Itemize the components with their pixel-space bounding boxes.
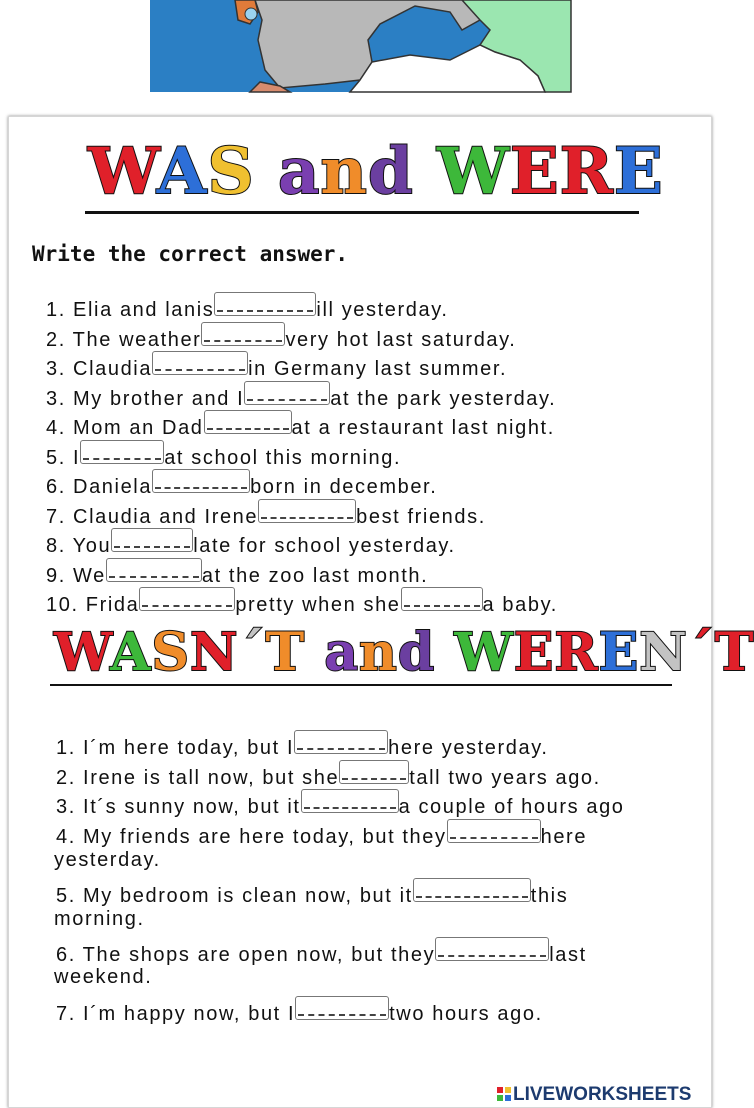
- answer-input[interactable]: [139, 587, 235, 611]
- answer-input[interactable]: [435, 937, 549, 961]
- answer-input[interactable]: [204, 410, 292, 434]
- question-text: 10. Frida: [46, 594, 140, 616]
- answer-input[interactable]: [152, 469, 250, 493]
- answer-input[interactable]: [111, 528, 193, 552]
- answer-input[interactable]: [258, 499, 356, 523]
- answer-input[interactable]: [244, 381, 330, 405]
- question-text: 1. I´m here today, but I: [56, 737, 295, 759]
- answer-input[interactable]: [152, 351, 248, 375]
- question-text-continued: morning.: [54, 908, 145, 930]
- question-text: a couple of hours ago: [398, 796, 625, 818]
- question-text: tall two years ago.: [409, 767, 601, 789]
- liveworksheets-logo-icon: [497, 1085, 511, 1099]
- question-text: best friends.: [356, 506, 486, 528]
- question-text: 6. The shops are open now, but they: [56, 944, 436, 966]
- question-row: [46, 381, 556, 411]
- question-text: here: [540, 826, 588, 848]
- answer-input[interactable]: [447, 819, 541, 843]
- question-text: at the zoo last month.: [201, 565, 429, 587]
- question-text: at school this morning.: [164, 447, 402, 469]
- answer-input[interactable]: [106, 558, 202, 582]
- question-row: [56, 730, 549, 760]
- answer-input[interactable]: [80, 440, 164, 464]
- question-row: [46, 587, 558, 617]
- answer-input[interactable]: [295, 996, 389, 1020]
- question-text: 8. You: [46, 535, 112, 557]
- answer-input[interactable]: [301, 789, 399, 813]
- question-text: at the park yesterday.: [330, 388, 557, 410]
- answer-input[interactable]: [339, 760, 409, 784]
- question-text: 7. I´m happy now, but I: [56, 1003, 296, 1025]
- instruction-text: Write the correct answer.: [32, 242, 349, 266]
- question-text: pretty when she: [235, 594, 401, 616]
- question-row: [56, 996, 543, 1026]
- question-text: 7. Claudia and Irene: [46, 506, 259, 528]
- question-text: two hours ago.: [389, 1003, 543, 1025]
- title-underline: [85, 211, 639, 214]
- question-text-continued: weekend.: [54, 966, 153, 988]
- question-text: born in december.: [250, 476, 438, 498]
- question-row: [56, 819, 587, 849]
- question-row: [56, 937, 587, 967]
- question-row: [56, 789, 625, 819]
- question-text: 4. Mom an Dad: [46, 417, 204, 439]
- question-row: [46, 469, 437, 499]
- title-was-were: WAS and WERE: [88, 134, 664, 209]
- question-row: [46, 558, 428, 588]
- question-text: in Germany last summer.: [248, 358, 508, 380]
- question-text-continued: yesterday.: [54, 849, 161, 871]
- question-text: 3. It´s sunny now, but it: [56, 796, 301, 818]
- map-image: [150, 0, 571, 92]
- question-text: late for school yesterday.: [193, 535, 456, 557]
- question-text: ill yesterday.: [316, 299, 449, 321]
- answer-input[interactable]: [413, 878, 531, 902]
- question-row: [46, 351, 507, 381]
- question-text: 3. My brother and I: [46, 388, 245, 410]
- question-row: [56, 878, 568, 908]
- question-text: last: [549, 944, 587, 966]
- question-text: here yesterday.: [388, 737, 549, 759]
- brand-footer: [497, 1084, 691, 1106]
- question-text: 5. I: [46, 447, 81, 469]
- question-text: 1. Elia and lanis: [46, 299, 215, 321]
- question-text: 9. We: [46, 565, 106, 587]
- answer-input[interactable]: [294, 730, 388, 754]
- question-text: a baby.: [482, 594, 558, 616]
- answer-input[interactable]: [201, 322, 285, 346]
- answer-input[interactable]: [401, 587, 483, 611]
- question-row: [46, 410, 555, 440]
- question-text: 3. Claudia: [46, 358, 153, 380]
- brand-text: LIVEWORKSHEETS: [513, 1084, 692, 1105]
- question-row: [46, 499, 486, 529]
- question-text: 5. My bedroom is clean now, but it: [56, 885, 413, 907]
- question-text: 2. Irene is tall now, but she: [56, 767, 340, 789]
- question-text: this: [530, 885, 569, 907]
- title-underline: [50, 684, 672, 686]
- answer-input[interactable]: [214, 292, 316, 316]
- question-row: [56, 760, 601, 790]
- question-row: [46, 440, 401, 470]
- question-text: at a restaurant last night.: [291, 417, 555, 439]
- question-text: 2. The weather: [46, 329, 202, 351]
- question-row: [46, 528, 456, 558]
- question-text: very hot last saturday.: [285, 329, 517, 351]
- question-row: [46, 322, 516, 352]
- question-row: [46, 292, 448, 322]
- question-text: 4. My friends are here today, but they: [56, 826, 447, 848]
- title-wasnt-werent: WASN´T and WEREN´T: [54, 622, 754, 683]
- question-text: 6. Daniela: [46, 476, 153, 498]
